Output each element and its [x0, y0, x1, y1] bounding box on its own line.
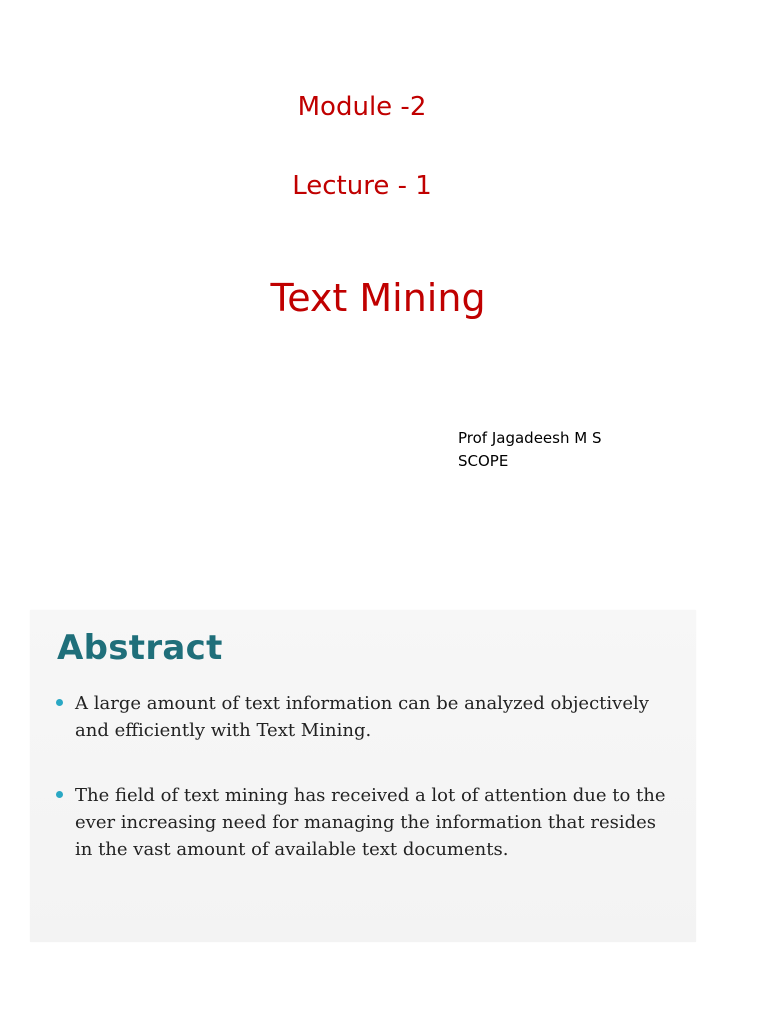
slide-bullet-text: A large amount of text information can be analyzed objectively and efficiently with Text Mining.: [75, 693, 649, 741]
module-title: Module -2: [297, 92, 427, 122]
page-title: Text Mining: [270, 276, 486, 320]
lecture-title: Lecture - 1: [292, 171, 432, 201]
abstract-slide-image: [30, 610, 696, 942]
author-affiliation: SCOPE: [458, 452, 509, 470]
slide-heading: Abstract: [57, 628, 223, 668]
author-name: Prof Jagadeesh M S: [458, 429, 602, 447]
author-block: [458, 427, 601, 473]
bullet-dot-icon: [56, 699, 63, 706]
bullet-dot-icon: [56, 791, 63, 798]
slide-bullet-text: The field of text mining has received a lot of attention due to the ever increasing need for managing the information that resides in the vast amount of available text documents.: [75, 785, 666, 860]
slide-bullet-item: [56, 782, 676, 863]
slide-bullet-item: [56, 690, 676, 744]
